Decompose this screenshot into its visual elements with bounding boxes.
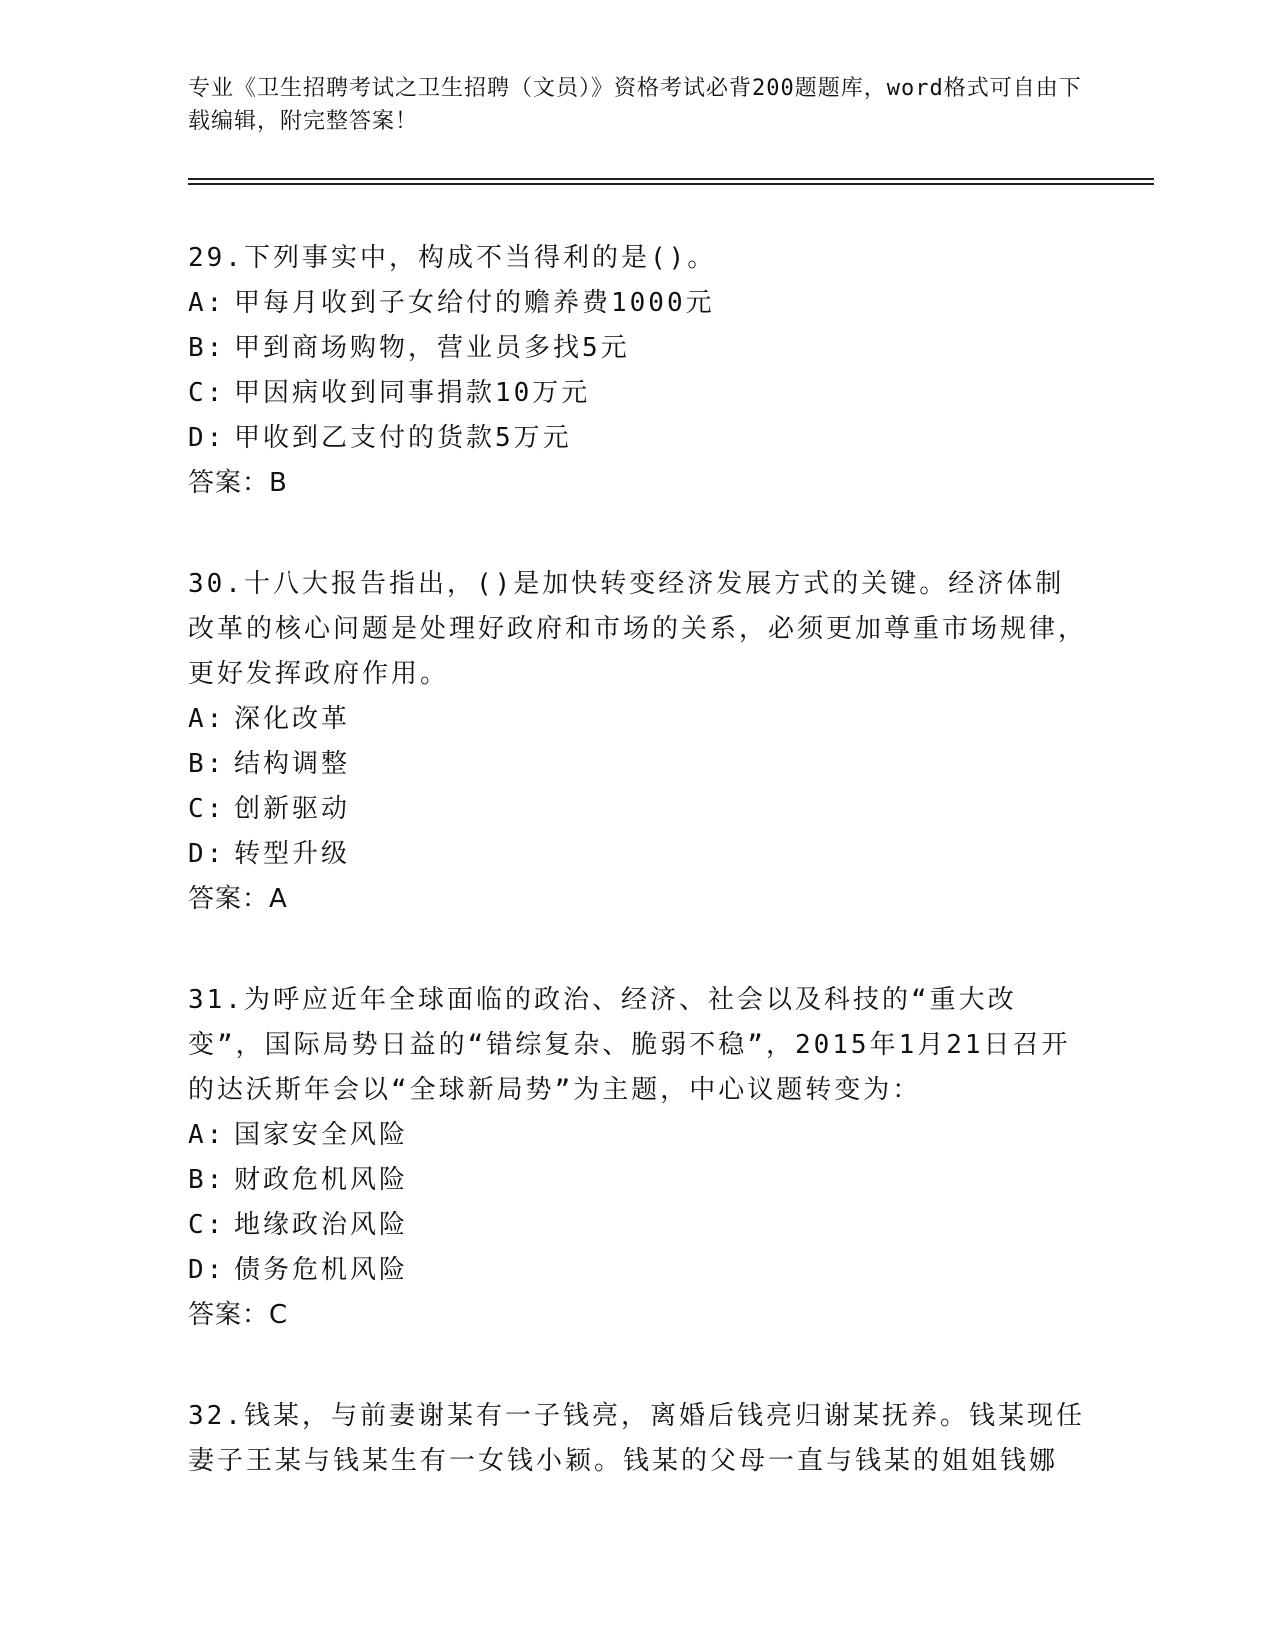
option-text: 地缘政治风险	[234, 1210, 409, 1240]
option-c	[188, 371, 1088, 416]
option-d	[188, 416, 1088, 461]
option-key: B:	[188, 333, 226, 363]
option-b	[188, 326, 1088, 371]
option-key: A:	[188, 288, 226, 318]
answer-line	[188, 1293, 1088, 1338]
option-key: C:	[188, 1210, 226, 1240]
option-text: 甲每月收到子女给付的赡养费1000元	[234, 288, 715, 318]
option-key: C:	[188, 378, 226, 408]
document-header: 专业《卫生招聘考试之卫生招聘（文员）》资格考试必背200题题库，word格式可自由下载编辑，附完整答案！	[188, 76, 1082, 134]
option-key: A:	[188, 1120, 226, 1150]
option-key: D:	[188, 1255, 226, 1285]
answer-label: 答案：	[188, 468, 270, 498]
option-d	[188, 832, 1088, 877]
answer-value: B	[269, 468, 288, 498]
option-b	[188, 742, 1088, 787]
option-d	[188, 1248, 1088, 1293]
option-key: D:	[188, 423, 226, 453]
option-a	[188, 1113, 1088, 1158]
answer-label: 答案：	[188, 884, 270, 914]
header-divider-bottom	[188, 183, 1154, 185]
option-c	[188, 787, 1088, 832]
option-text: 甲收到乙支付的货款5万元	[234, 423, 572, 453]
answer-value: A	[269, 884, 288, 914]
option-text: 甲到商场购物，营业员多找5元	[234, 333, 630, 363]
question-text: 31.为呼应近年全球面临的政治、经济、社会以及科技的“重大改变”，国际局势日益的“错综复杂、脆弱不稳”，2015年1月21日召开的达沃斯年会以“全球新局势”为主题，中心议题转变为：	[188, 985, 1071, 1105]
option-text: 甲因病收到同事捐款10万元	[234, 378, 591, 408]
option-b	[188, 1158, 1088, 1203]
option-a	[188, 697, 1088, 742]
option-text: 深化改革	[234, 704, 351, 734]
option-c	[188, 1203, 1088, 1248]
question-31	[188, 978, 1088, 1338]
option-key: D:	[188, 839, 226, 869]
option-text: 财政危机风险	[234, 1165, 409, 1195]
option-text: 债务危机风险	[234, 1255, 409, 1285]
option-key: A:	[188, 704, 226, 734]
question-list	[188, 236, 1088, 1540]
option-key: B:	[188, 749, 226, 779]
answer-label: 答案：	[188, 1300, 270, 1330]
option-key: B:	[188, 1165, 226, 1195]
option-key: C:	[188, 794, 226, 824]
question-30	[188, 562, 1088, 922]
option-text: 创新驱动	[234, 794, 351, 824]
answer-line	[188, 461, 1088, 506]
question-text: 29.下列事实中，构成不当得利的是()。	[188, 243, 717, 273]
question-text: 30.十八大报告指出，()是加快转变经济发展方式的关键。经济体制改革的核心问题是处理好政府和市场的关系，必须更加尊重市场规律，更好发挥政府作用。	[188, 569, 1088, 689]
answer-value: C	[269, 1300, 289, 1330]
option-text: 结构调整	[234, 749, 351, 779]
question-29	[188, 236, 1088, 506]
option-text: 转型升级	[234, 839, 351, 869]
question-text: 32.钱某，与前妻谢某有一子钱亮，离婚后钱亮归谢某抚养。钱某现任妻子王某与钱某生有一女钱小颖。钱某的父母一直与钱某的姐姐钱娜	[188, 1401, 1085, 1476]
option-text: 国家安全风险	[234, 1120, 409, 1150]
header-divider-top	[188, 178, 1154, 180]
question-32	[188, 1394, 1088, 1484]
answer-line	[188, 877, 1088, 922]
option-a	[188, 281, 1088, 326]
